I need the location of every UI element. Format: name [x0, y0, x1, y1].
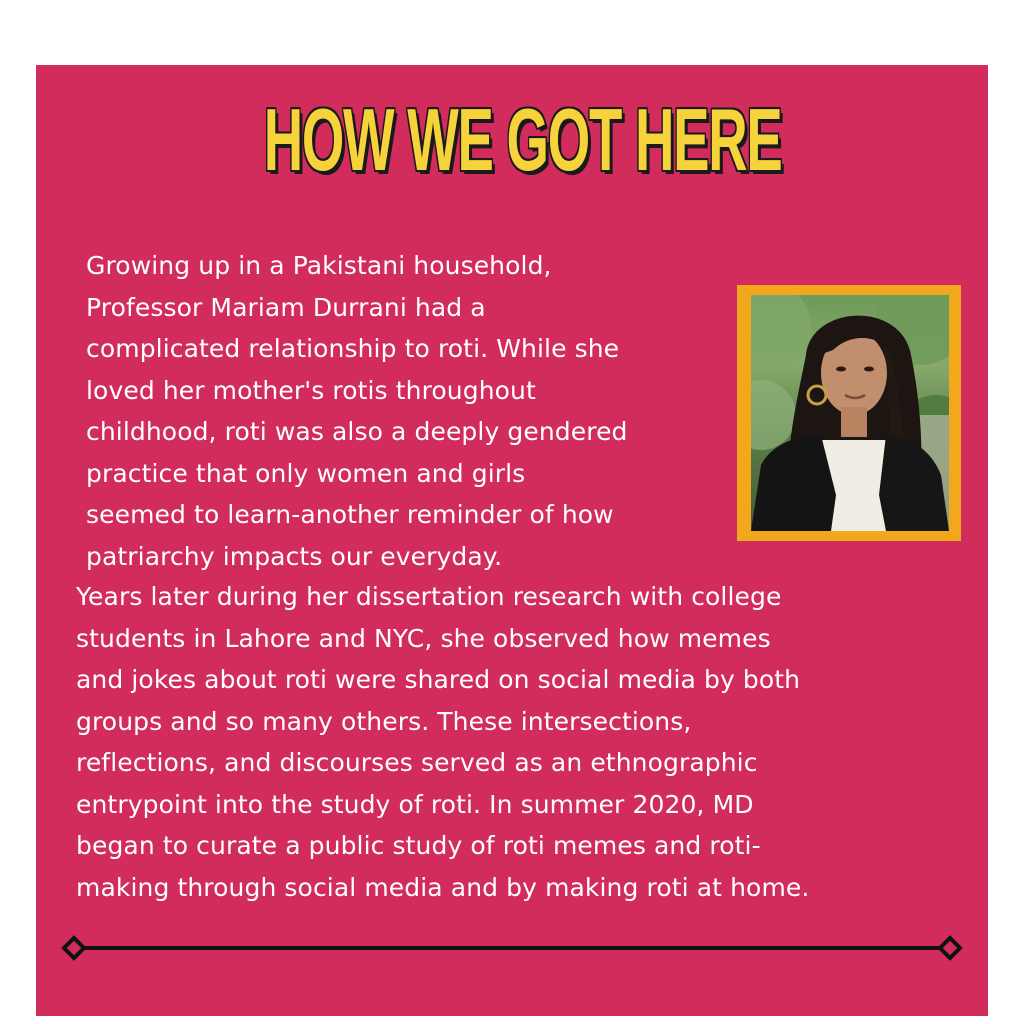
- photo-frame: [737, 285, 961, 541]
- page-title: HOW WE GOT HERE: [263, 90, 782, 189]
- intro-paragraph: [86, 245, 628, 577]
- body-line: and jokes about roti were shared on social media by both: [76, 665, 801, 694]
- intro-line: childhood, roti was also a deeply gendered: [86, 417, 628, 446]
- body-line: students in Lahore and NYC, she observed how memes: [76, 623, 771, 653]
- body-line: groups and so many others. These intersections,: [76, 706, 692, 736]
- body-line: Years later during her dissertation research with college: [76, 582, 782, 611]
- diamond-end-icon: [64, 938, 84, 958]
- body-line: began to curate a public study of roti memes and roti-: [76, 831, 761, 860]
- intro-line: complicated relationship to roti. While she: [86, 334, 620, 363]
- body-line: reflections, and discourses served as an ethnographic: [76, 748, 758, 777]
- intro-line: Growing up in a Pakistani household,: [86, 251, 552, 280]
- body-line: entrypoint into the study of roti. In summer 2020, MD: [76, 789, 754, 819]
- portrait-photo: [751, 295, 949, 531]
- intro-line: seemed to learn-another reminder of how: [86, 500, 614, 529]
- diamond-end-icon: [940, 938, 960, 958]
- intro-line: Professor Mariam Durrani had a: [86, 292, 486, 322]
- intro-line: practice that only women and girls: [86, 458, 526, 488]
- body-line: making through social media and by making roti at home.: [76, 872, 810, 902]
- body-paragraph: [76, 576, 809, 908]
- portrait-illustration: [751, 295, 949, 531]
- intro-line: patriarchy impacts our everyday.: [86, 541, 503, 571]
- divider-line: [60, 934, 964, 962]
- intro-line: loved her mother's rotis throughout: [86, 375, 536, 405]
